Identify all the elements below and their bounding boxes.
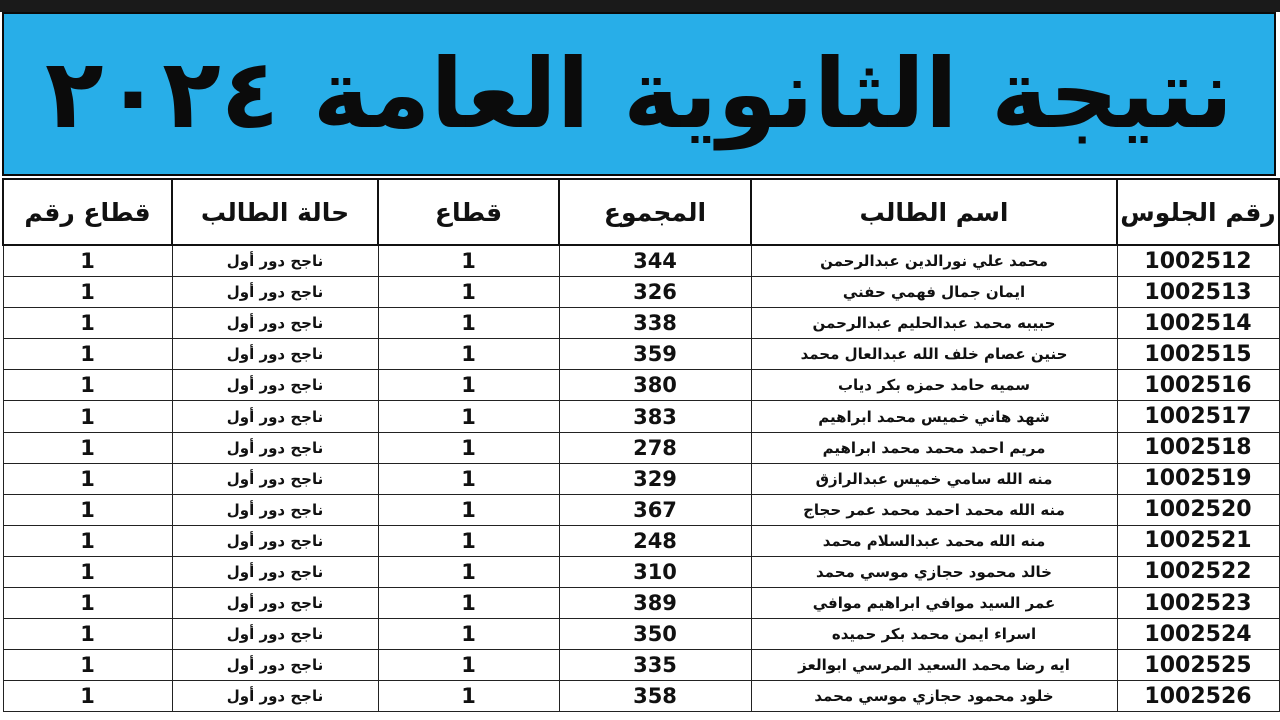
sector-number-cell: 1 bbox=[3, 370, 172, 401]
status-cell: ناجح دور أول bbox=[172, 308, 378, 339]
sector-cell: 1 bbox=[378, 463, 559, 494]
table-row bbox=[3, 277, 1279, 308]
status-cell: ناجح دور أول bbox=[172, 619, 378, 650]
top-dark-strip bbox=[0, 0, 1280, 12]
table-row bbox=[3, 370, 1279, 401]
header-total: المجموع bbox=[559, 179, 751, 245]
header-student-status: حالة الطالب bbox=[172, 179, 378, 245]
student-name-cell: شهد هاني خميس محمد ابراهيم bbox=[751, 401, 1117, 432]
student-name-cell: خالد محمود حجازي موسي محمد bbox=[751, 556, 1117, 587]
status-cell: ناجح دور أول bbox=[172, 681, 378, 712]
sector-number-cell: 1 bbox=[3, 650, 172, 681]
table-row bbox=[3, 308, 1279, 339]
sector-number-cell: 1 bbox=[3, 463, 172, 494]
table-row bbox=[3, 339, 1279, 370]
total-cell: 359 bbox=[559, 339, 751, 370]
header-sector: قطاع bbox=[378, 179, 559, 245]
status-cell: ناجح دور أول bbox=[172, 370, 378, 401]
sector-cell: 1 bbox=[378, 277, 559, 308]
total-cell: 358 bbox=[559, 681, 751, 712]
table-row bbox=[3, 463, 1279, 494]
seat-number-cell: 1002524 bbox=[1117, 619, 1279, 650]
seat-number-cell: 1002516 bbox=[1117, 370, 1279, 401]
sector-number-cell: 1 bbox=[3, 494, 172, 525]
status-cell: ناجح دور أول bbox=[172, 401, 378, 432]
status-cell: ناجح دور أول bbox=[172, 245, 378, 277]
status-cell: ناجح دور أول bbox=[172, 463, 378, 494]
seat-number-cell: 1002519 bbox=[1117, 463, 1279, 494]
total-cell: 248 bbox=[559, 525, 751, 556]
banner-title: نتيجة الثانوية العامة ٢٠٢٤ bbox=[45, 38, 1233, 150]
status-cell: ناجح دور أول bbox=[172, 650, 378, 681]
seat-number-cell: 1002514 bbox=[1117, 308, 1279, 339]
student-name-cell: ايمان جمال فهمي حفني bbox=[751, 277, 1117, 308]
seat-number-cell: 1002526 bbox=[1117, 681, 1279, 712]
sector-number-cell: 1 bbox=[3, 432, 172, 463]
status-cell: ناجح دور أول bbox=[172, 525, 378, 556]
sector-number-cell: 1 bbox=[3, 245, 172, 277]
status-cell: ناجح دور أول bbox=[172, 588, 378, 619]
results-table bbox=[2, 178, 1280, 712]
table-row bbox=[3, 556, 1279, 587]
seat-number-cell: 1002518 bbox=[1117, 432, 1279, 463]
header-seat-number: رقم الجلوس bbox=[1117, 179, 1279, 245]
table-body bbox=[3, 245, 1279, 712]
table-row bbox=[3, 619, 1279, 650]
total-cell: 326 bbox=[559, 277, 751, 308]
sector-cell: 1 bbox=[378, 681, 559, 712]
seat-number-cell: 1002522 bbox=[1117, 556, 1279, 587]
student-name-cell: مريم احمد محمد محمد ابراهيم bbox=[751, 432, 1117, 463]
sector-number-cell: 1 bbox=[3, 681, 172, 712]
sector-cell: 1 bbox=[378, 525, 559, 556]
status-cell: ناجح دور أول bbox=[172, 494, 378, 525]
student-name-cell: منه الله محمد احمد محمد عمر حجاج bbox=[751, 494, 1117, 525]
seat-number-cell: 1002520 bbox=[1117, 494, 1279, 525]
sector-cell: 1 bbox=[378, 401, 559, 432]
sector-number-cell: 1 bbox=[3, 339, 172, 370]
sector-number-cell: 1 bbox=[3, 556, 172, 587]
total-cell: 310 bbox=[559, 556, 751, 587]
sector-cell: 1 bbox=[378, 588, 559, 619]
student-name-cell: منه الله سامي خميس عبدالرازق bbox=[751, 463, 1117, 494]
seat-number-cell: 1002517 bbox=[1117, 401, 1279, 432]
sector-cell: 1 bbox=[378, 556, 559, 587]
status-cell: ناجح دور أول bbox=[172, 432, 378, 463]
sector-cell: 1 bbox=[378, 339, 559, 370]
table-row bbox=[3, 681, 1279, 712]
sector-number-cell: 1 bbox=[3, 308, 172, 339]
sector-cell: 1 bbox=[378, 619, 559, 650]
student-name-cell: حبيبه محمد عبدالحليم عبدالرحمن bbox=[751, 308, 1117, 339]
table-header-row bbox=[3, 179, 1279, 245]
status-cell: ناجح دور أول bbox=[172, 556, 378, 587]
seat-number-cell: 1002521 bbox=[1117, 525, 1279, 556]
seat-number-cell: 1002513 bbox=[1117, 277, 1279, 308]
title-banner bbox=[2, 12, 1276, 176]
student-name-cell: اسراء ايمن محمد بكر حميده bbox=[751, 619, 1117, 650]
student-name-cell: محمد علي نورالدين عبدالرحمن bbox=[751, 245, 1117, 277]
status-cell: ناجح دور أول bbox=[172, 339, 378, 370]
seat-number-cell: 1002512 bbox=[1117, 245, 1279, 277]
total-cell: 338 bbox=[559, 308, 751, 339]
table-row bbox=[3, 432, 1279, 463]
header-sector-number: قطاع رقم bbox=[3, 179, 172, 245]
status-cell: ناجح دور أول bbox=[172, 277, 378, 308]
sector-cell: 1 bbox=[378, 308, 559, 339]
student-name-cell: سميه حامد حمزه بكر دياب bbox=[751, 370, 1117, 401]
student-name-cell: ايه رضا محمد السعيد المرسي ابوالعز bbox=[751, 650, 1117, 681]
total-cell: 278 bbox=[559, 432, 751, 463]
table-row bbox=[3, 650, 1279, 681]
total-cell: 367 bbox=[559, 494, 751, 525]
seat-number-cell: 1002523 bbox=[1117, 588, 1279, 619]
student-name-cell: عمر السيد موافي ابراهيم موافي bbox=[751, 588, 1117, 619]
seat-number-cell: 1002525 bbox=[1117, 650, 1279, 681]
seat-number-cell: 1002515 bbox=[1117, 339, 1279, 370]
total-cell: 389 bbox=[559, 588, 751, 619]
table-row bbox=[3, 588, 1279, 619]
sector-number-cell: 1 bbox=[3, 401, 172, 432]
total-cell: 344 bbox=[559, 245, 751, 277]
table-row bbox=[3, 401, 1279, 432]
sector-cell: 1 bbox=[378, 370, 559, 401]
student-name-cell: خلود محمود حجازي موسي محمد bbox=[751, 681, 1117, 712]
sector-cell: 1 bbox=[378, 494, 559, 525]
header-student-name: اسم الطالب bbox=[751, 179, 1117, 245]
table-row bbox=[3, 245, 1279, 277]
sector-number-cell: 1 bbox=[3, 619, 172, 650]
total-cell: 329 bbox=[559, 463, 751, 494]
sector-number-cell: 1 bbox=[3, 588, 172, 619]
total-cell: 335 bbox=[559, 650, 751, 681]
table-row bbox=[3, 525, 1279, 556]
sector-cell: 1 bbox=[378, 650, 559, 681]
sector-cell: 1 bbox=[378, 245, 559, 277]
sector-number-cell: 1 bbox=[3, 525, 172, 556]
student-name-cell: منه الله محمد عبدالسلام محمد bbox=[751, 525, 1117, 556]
total-cell: 350 bbox=[559, 619, 751, 650]
total-cell: 383 bbox=[559, 401, 751, 432]
total-cell: 380 bbox=[559, 370, 751, 401]
student-name-cell: حنين عصام خلف الله عبدالعال محمد bbox=[751, 339, 1117, 370]
sector-number-cell: 1 bbox=[3, 277, 172, 308]
table-row bbox=[3, 494, 1279, 525]
sector-cell: 1 bbox=[378, 432, 559, 463]
